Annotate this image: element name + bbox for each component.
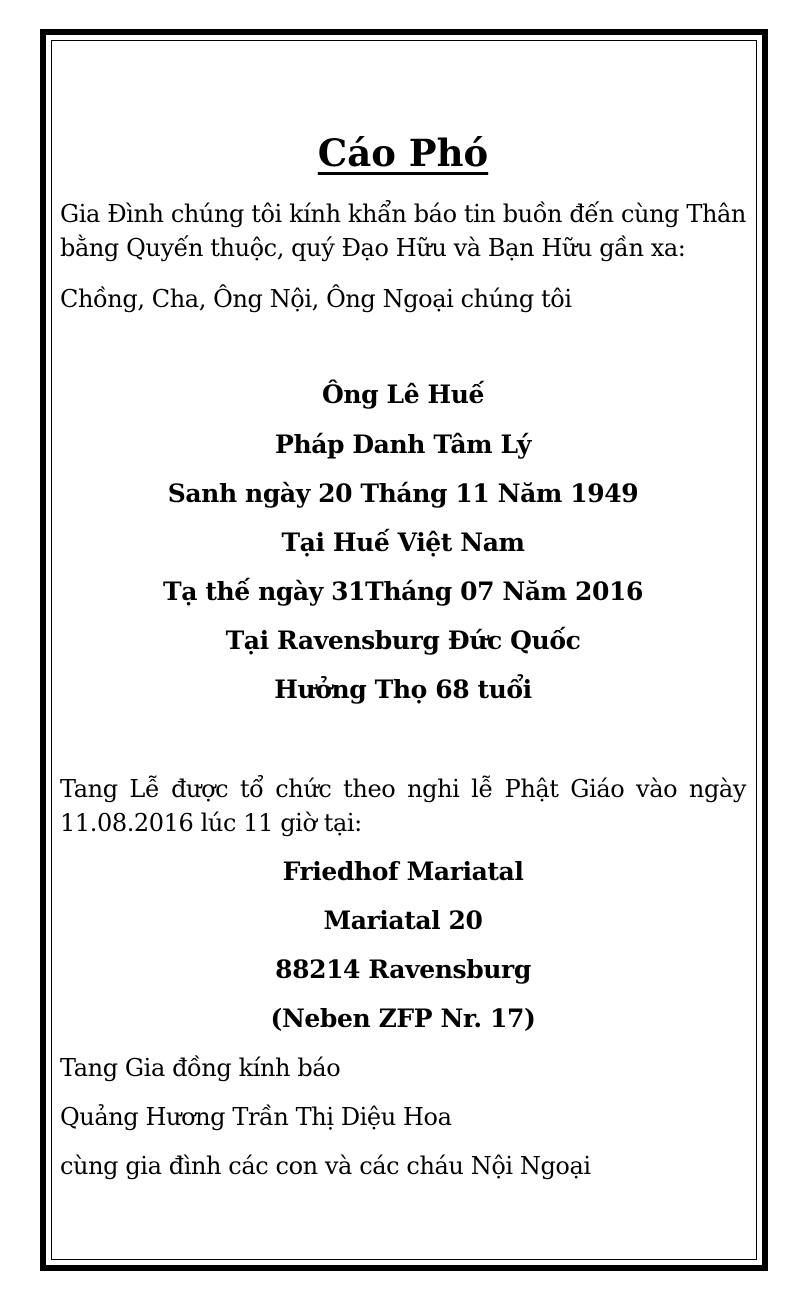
intro-paragraph: Gia Đình chúng tôi kính khẩn báo tin buồn đến cùng Thân bằng Quyến thuộc, quý Đạo Hữu và Bạn Hữu gần xa: [60, 200, 746, 262]
venue-note: (Neben ZFP Nr. 17) [270, 1004, 536, 1033]
deceased-name: Ông Lê Huế [321, 380, 485, 409]
venue-city: 88214 Ravensburg [275, 955, 531, 984]
notice-title-text: Cáo Phó [317, 131, 489, 175]
death-date: Tạ thế ngày 31Tháng 07 Năm 2016 [163, 577, 643, 606]
venue-street: Mariatal 20 [323, 906, 483, 935]
ceremony-paragraph: Tang Lễ được tổ chức theo nghi lễ Phật Giáo vào ngày 11.08.2016 lúc 11 giờ tại: [60, 775, 746, 837]
birth-date: Sanh ngày 20 Tháng 11 Năm 1949 [167, 479, 639, 508]
birth-place: Tại Huế Việt Nam [281, 528, 525, 557]
death-place: Tại Ravensburg Đức Quốc [225, 626, 581, 655]
venue-name: Friedhof Mariatal [282, 857, 524, 886]
closing-line-2: Quảng Hương Trần Thị Diệu Hoa [60, 1103, 452, 1131]
age-line: Hưởng Thọ 68 tuổi [274, 675, 532, 704]
notice-title [60, 128, 746, 178]
relation-line: Chồng, Cha, Ông Nội, Ông Ngoại chúng tôi [60, 285, 572, 313]
closing-line-3: cùng gia đình các con và các cháu Nội Ngoại [60, 1152, 591, 1180]
closing-line-1: Tang Gia đồng kính báo [60, 1054, 341, 1082]
dharma-name: Pháp Danh Tâm Lý [275, 430, 531, 459]
